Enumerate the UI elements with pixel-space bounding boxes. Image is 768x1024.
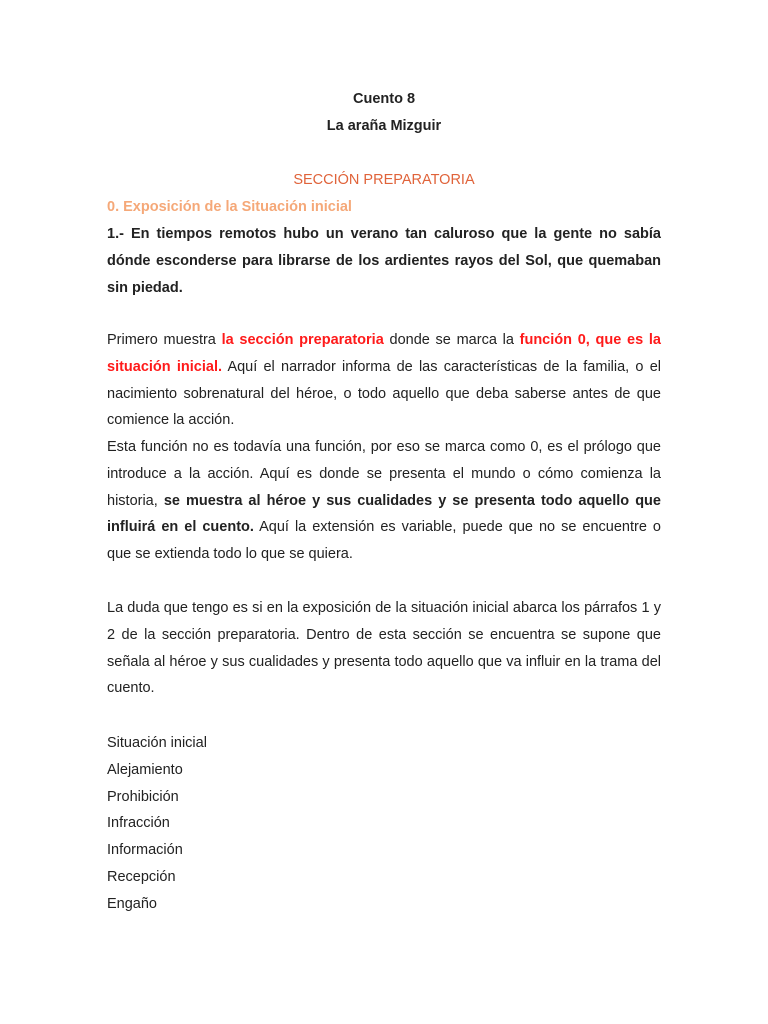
paragraph-duda: La duda que tengo es si en la exposición de la situación inicial abarca los párrafos 1 y 2 de la sección preparatoria. Dentro de esta sección se encuentra se supone que señala al héroe y sus cualidades y presenta todo aquello que va influir en la trama del cuento. <box>107 600 661 697</box>
list-item: Alejamiento <box>107 761 183 778</box>
list-item: Recepción <box>107 868 176 885</box>
subsection-heading: 0. Exposición de la Situación inicial <box>107 199 352 215</box>
list-item: Infracción <box>107 815 170 832</box>
list-item: Prohibición <box>107 788 179 805</box>
list-item: Engaño <box>107 895 157 912</box>
paragraph-text: Primero muestra <box>107 332 222 348</box>
list-item: Situación inicial <box>107 735 207 751</box>
paragraph-prologo <box>107 434 661 568</box>
functions-list <box>107 730 207 918</box>
story-number: Cuento 8 <box>352 91 416 107</box>
paragraph-funcion-0 <box>107 327 661 434</box>
highlight-seccion-preparatoria: la sección preparatoria <box>221 332 384 348</box>
bold-heroe-cualidades: se muestra al héroe y sus cualidades y se presenta todo aquello que influirá en el cuento. <box>107 492 661 536</box>
paragraph-text: Esta función no es todavía una función, por eso se marca como 0, es el prólogo que introduce a la acción. Aquí es donde se presenta el mundo o cómo comienza la historia, <box>107 439 661 509</box>
highlight-funcion-0: función 0, que es la situación inicial. <box>107 332 662 375</box>
story-title: La araña Mizguir <box>326 118 442 134</box>
paragraph-text: donde se marca la <box>383 332 520 348</box>
section-heading: SECCIÓN PREPARATORIA <box>293 172 475 188</box>
list-item: Información <box>107 842 183 859</box>
paragraph-text: Aquí la extensión es variable, puede que no se encuentre o que se extienda todo lo que se quiera. <box>107 519 661 563</box>
story-excerpt: 1.- En tiempos remotos hubo un verano tan caluroso que la gente no sabía dónde esconderse para librarse de los ardientes rayos del Sol, que quemaban sin piedad. <box>107 226 661 296</box>
paragraph-text: Aquí el narrador informa de las características de la familia, o el nacimiento sobrenatural del héroe, o todo aquello que deba saberse antes de que comience la acción. <box>107 358 661 429</box>
